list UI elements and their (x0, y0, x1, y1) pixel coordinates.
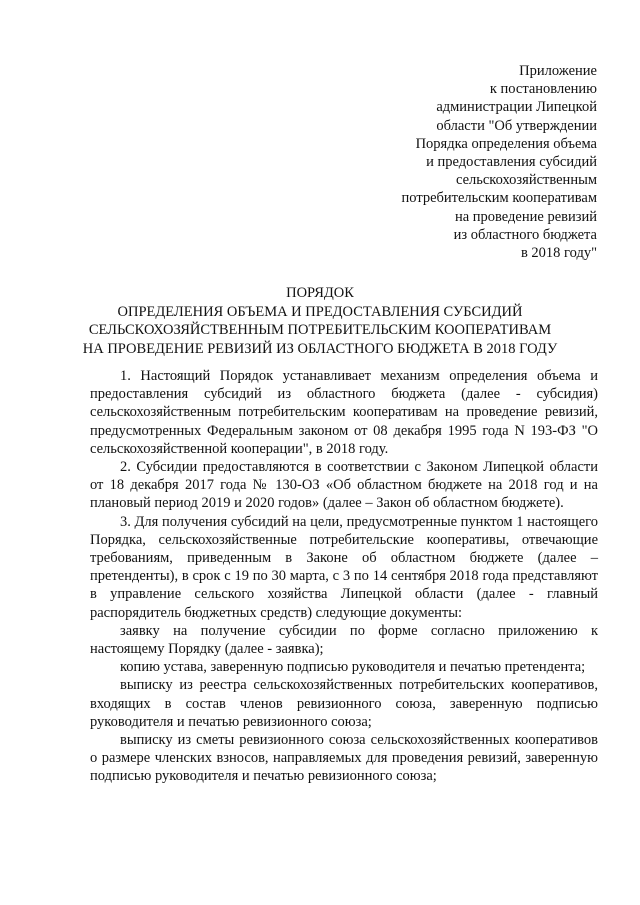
appendix-line: и предоставления субсидий (426, 154, 597, 171)
list-item-charter-copy: копию устава, заверенную подписью руководителя и печатью претендента; (120, 659, 586, 676)
list-item-registry-extract: выписку из реестра сельскохозяйственных потребительских кооперативов, входящих в состав членов ревизионного союза, заверенную подписью руководителя и печатью ревизионного союза; (90, 677, 598, 730)
list-item-application: заявку на получение субсидии по форме согласно приложению к настоящему Порядку (далее - заявка); (90, 622, 598, 658)
appendix-line: сельскохозяйственным (455, 172, 597, 189)
appendix-line: Приложение (519, 63, 597, 79)
appendix-line: к постановлению (489, 81, 597, 98)
appendix-line: из областного бюджета (453, 226, 597, 243)
appendix-line: Порядка определения объема (415, 135, 597, 152)
appendix-line: администрации Липецкой (436, 99, 597, 116)
appendix-line: области "Об утверждении (436, 117, 597, 134)
appendix-line: в 2018 году" (520, 245, 597, 262)
title-line: СЕЛЬСКОХОЗЯЙСТВЕННЫМ ПОТРЕБИТЕЛЬСКИМ КООПЕРАТИВАМ (88, 322, 552, 338)
title-line: НА ПРОВЕДЕНИЕ РЕВИЗИЙ ИЗ ОБЛАСТНОГО БЮДЖЕТА В 2018 ГОДУ (82, 340, 558, 357)
list-item-estimate-extract: выписку из сметы ревизионного союза сельскохозяйственных кооперативов о размере членских взносов, направляемых для проведения ревизий, заверенную подписью руководителя и печатью ревизионного союза; (90, 732, 598, 785)
appendix-line: на проведение ревизий (454, 208, 597, 225)
appendix-line: потребительским кооперативам (401, 190, 597, 207)
document-body (90, 367, 598, 786)
appendix-block (337, 62, 597, 262)
title-heading: ПОРЯДОК (286, 285, 354, 301)
paragraph-1: 1. Настоящий Порядок устанавливает механизм определения объема и предоставления субсидий из областного бюджета (далее - субсидия) сельскохозяйственным потребительским кооперативам на проведение ревизий, предусмотренных Федеральным законом от 08 декабря 1995 года N 193-ФЗ "О сельскохозяйственной кооперации", в 2018 году. (90, 368, 598, 457)
document-title (0, 284, 640, 358)
title-line: ОПРЕДЕЛЕНИЯ ОБЪЕМА И ПРЕДОСТАВЛЕНИЯ СУБСИДИЙ (117, 303, 523, 320)
paragraph-3: 3. Для получения субсидий на цели, предусмотренные пунктом 1 настоящего Порядка, сельскохозяйственные потребительские кооперативы, отвечающие требованиям, приведенным в Законе об областном бюджете (далее – претенденты), в срок с 19 по 30 марта, с 3 по 14 сентября 2018 года представляют в управление сельского хозяйства Липецкой области (далее - главный распорядитель бюджетных средств) следующие документы: (90, 513, 598, 621)
paragraph-2: 2. Субсидии предоставляются в соответствии с Законом Липецкой области от 18 декабря 2017 года № 130-ОЗ «Об областном бюджете на 2018 год и на плановый период 2019 и 2020 годов» (далее – Закон об областном бюджете). (90, 459, 598, 512)
